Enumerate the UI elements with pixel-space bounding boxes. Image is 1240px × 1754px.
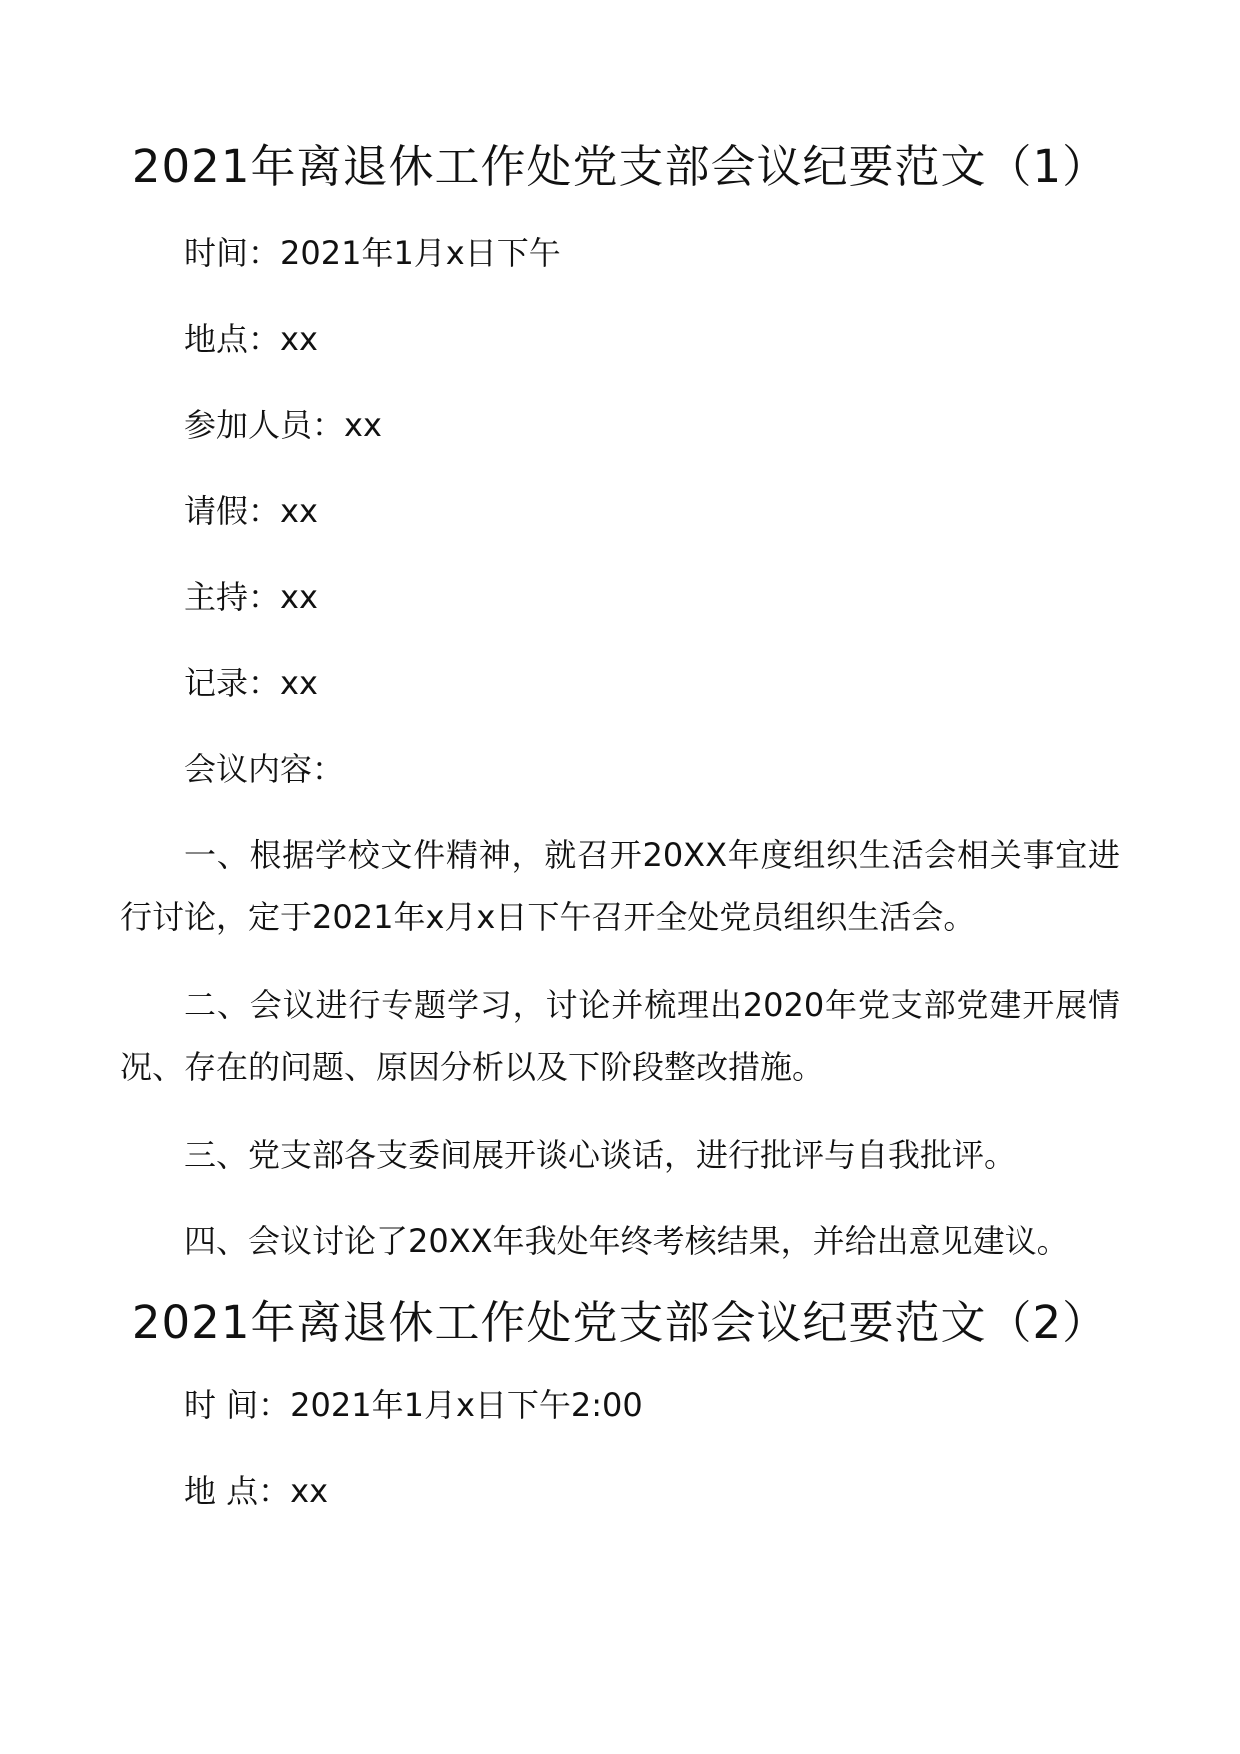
meeting-2-time: 时 间：2021年1月x日下午2:00: [184, 1386, 643, 1424]
content-item-1: 一、根据学校文件精神，就召开20XX年度组织生活会相关事宜进行讨论，定于2021年x月x日下午召开全处党员组织生活会。: [120, 836, 1120, 936]
section-1-title: 2021年离退休工作处党支部会议纪要范文（1）: [131, 140, 1109, 193]
meeting-recorder: 记录：xx: [184, 664, 318, 702]
meeting-content-heading: 会议内容：: [184, 750, 345, 788]
meeting-host: 主持：xx: [184, 578, 318, 616]
meeting-place: 地点：xx: [184, 320, 318, 358]
content-item-4: 四、会议讨论了20XX年我处年终考核结果，并给出意见建议。: [184, 1222, 1069, 1260]
meeting-time: 时间：2021年1月x日下午: [184, 234, 561, 272]
meeting-leave: 请假：xx: [184, 492, 318, 530]
content-item-3: 三、党支部各支委间展开谈心谈话，进行批评与自我批评。: [184, 1136, 1017, 1174]
meeting-2-place: 地 点：xx: [184, 1472, 329, 1510]
section-2-title: 2021年离退休工作处党支部会议纪要范文（2）: [131, 1296, 1109, 1349]
document-body: [120, 140, 1120, 1546]
meeting-attendees: 参加人员：xx: [184, 406, 382, 444]
content-item-2: 二、会议进行专题学习，讨论并梳理出2020年党支部党建开展情况、存在的问题、原因分析以及下阶段整改措施。: [120, 986, 1120, 1086]
